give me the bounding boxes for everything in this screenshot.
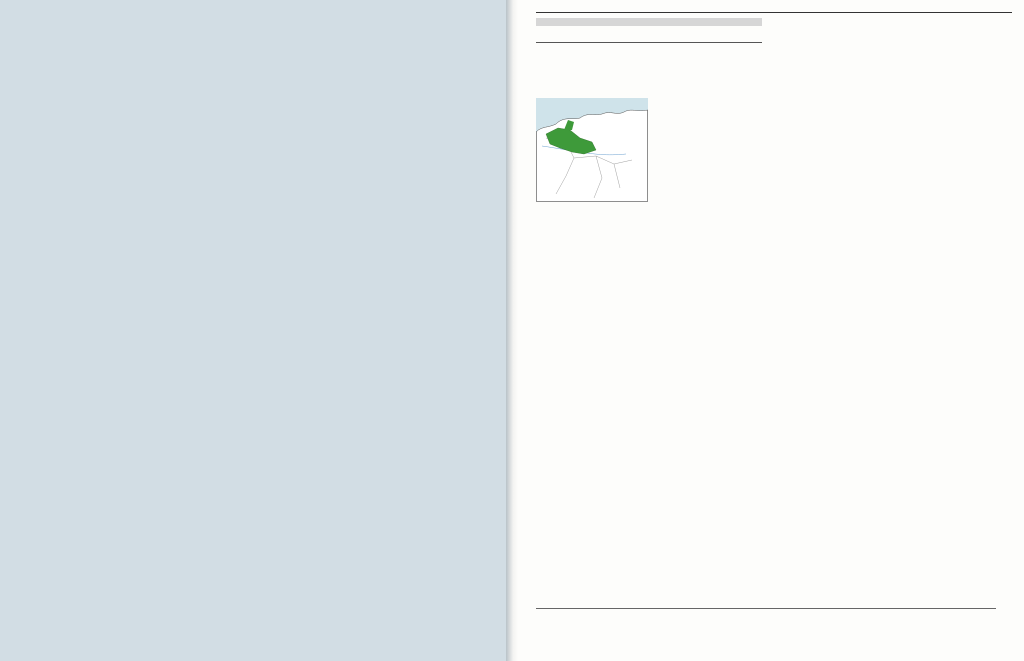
text-column-right bbox=[770, 18, 1010, 603]
book-gutter bbox=[506, 0, 518, 661]
genus-box bbox=[536, 18, 762, 26]
text-page bbox=[518, 0, 1024, 661]
distribution-map bbox=[536, 98, 648, 202]
species-heading bbox=[536, 30, 762, 43]
text-column-left bbox=[536, 18, 762, 603]
plate-page bbox=[0, 0, 506, 661]
plate-caption-footer bbox=[536, 608, 996, 611]
text-columns bbox=[536, 18, 1012, 603]
running-head bbox=[536, 10, 1012, 13]
